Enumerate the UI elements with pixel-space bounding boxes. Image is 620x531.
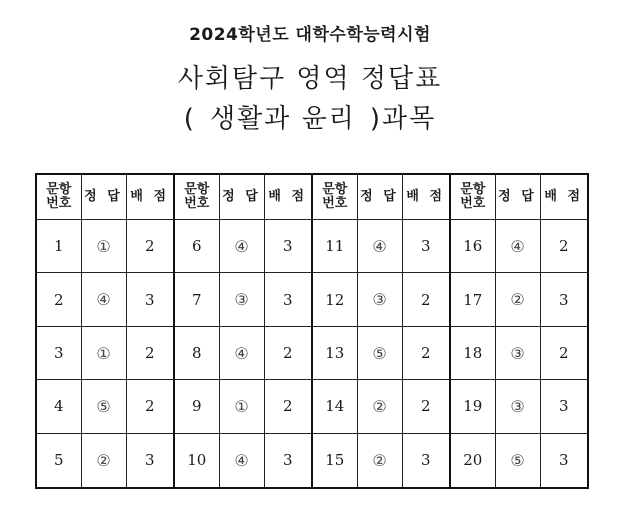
answer-header: 정 답	[219, 174, 264, 220]
points-cell: 2	[402, 380, 450, 433]
question-number-cell: 2	[36, 273, 81, 326]
points-cell: 3	[264, 273, 312, 326]
points-cell: 3	[402, 220, 450, 273]
points-cell: 2	[126, 326, 174, 379]
question-number-cell: 1	[36, 220, 81, 273]
answer-cell: ④	[219, 326, 264, 379]
answer-cell: ④	[357, 220, 402, 273]
answer-cell: ③	[495, 326, 540, 379]
table-row	[36, 220, 588, 273]
points-cell: 2	[264, 380, 312, 433]
points-header: 배 점	[540, 174, 588, 220]
answer-cell: ④	[219, 433, 264, 488]
points-cell: 3	[264, 433, 312, 488]
question-number-cell: 11	[312, 220, 357, 273]
points-cell: 2	[540, 326, 588, 379]
table-row	[36, 273, 588, 326]
answer-cell: ①	[81, 220, 126, 273]
points-cell: 2	[126, 380, 174, 433]
points-cell: 2	[126, 220, 174, 273]
question-number-cell: 10	[174, 433, 219, 488]
question-number-cell: 15	[312, 433, 357, 488]
subject-subtitle	[0, 98, 620, 135]
answer-header: 정 답	[357, 174, 402, 220]
points-cell: 3	[126, 433, 174, 488]
points-cell: 3	[126, 273, 174, 326]
question-number-cell: 19	[450, 380, 495, 433]
answer-cell: ④	[81, 273, 126, 326]
question-number-cell: 17	[450, 273, 495, 326]
answer-cell: ④	[219, 220, 264, 273]
points-cell: 3	[540, 433, 588, 488]
question-number-cell: 6	[174, 220, 219, 273]
points-header: 배 점	[126, 174, 174, 220]
question-number-cell: 9	[174, 380, 219, 433]
points-header: 배 점	[264, 174, 312, 220]
subtitle-open-paren: (	[183, 104, 196, 134]
page-title: 사회탐구 영역 정답표	[177, 64, 443, 94]
question-number-cell: 16	[450, 220, 495, 273]
question-number-cell: 5	[36, 433, 81, 488]
table-row	[36, 433, 588, 488]
points-cell: 2	[402, 326, 450, 379]
points-cell: 3	[264, 220, 312, 273]
table-row	[36, 326, 588, 379]
answer-cell: ③	[219, 273, 264, 326]
question-number-cell: 14	[312, 380, 357, 433]
question-number-cell: 8	[174, 326, 219, 379]
answer-cell: ④	[495, 220, 540, 273]
points-cell: 3	[540, 380, 588, 433]
question-number-cell: 20	[450, 433, 495, 488]
question-number-cell: 12	[312, 273, 357, 326]
points-cell: 2	[264, 326, 312, 379]
answer-cell: ①	[81, 326, 126, 379]
question-number-header: 문항 번호	[36, 174, 81, 220]
points-cell: 2	[540, 220, 588, 273]
question-number-cell: 4	[36, 380, 81, 433]
exam-year-heading: 2024학년도 대학수학능력시험	[189, 25, 431, 45]
answer-cell: ②	[81, 433, 126, 488]
table-row	[36, 380, 588, 433]
points-cell: 3	[540, 273, 588, 326]
question-number-cell: 18	[450, 326, 495, 379]
answer-cell: ⑤	[81, 380, 126, 433]
subtitle-close-paren: )과목	[369, 104, 437, 134]
answer-cell: ⑤	[495, 433, 540, 488]
answer-cell: ②	[357, 380, 402, 433]
answer-header: 정 답	[81, 174, 126, 220]
question-number-header: 문항 번호	[174, 174, 219, 220]
answer-key-table	[35, 173, 589, 489]
answer-cell: ②	[495, 273, 540, 326]
points-cell: 3	[402, 433, 450, 488]
points-cell: 2	[402, 273, 450, 326]
subtitle-subject-name: 생활과 윤리	[209, 104, 356, 134]
question-number-cell: 3	[36, 326, 81, 379]
answer-cell: ⑤	[357, 326, 402, 379]
answer-cell: ③	[357, 273, 402, 326]
points-header: 배 점	[402, 174, 450, 220]
answer-cell: ①	[219, 380, 264, 433]
answer-cell: ③	[495, 380, 540, 433]
question-number-cell: 7	[174, 273, 219, 326]
answer-cell: ②	[357, 433, 402, 488]
question-number-cell: 13	[312, 326, 357, 379]
question-number-header: 문항 번호	[312, 174, 357, 220]
question-number-header: 문항 번호	[450, 174, 495, 220]
table-header-row	[36, 174, 588, 220]
answer-header: 정 답	[495, 174, 540, 220]
